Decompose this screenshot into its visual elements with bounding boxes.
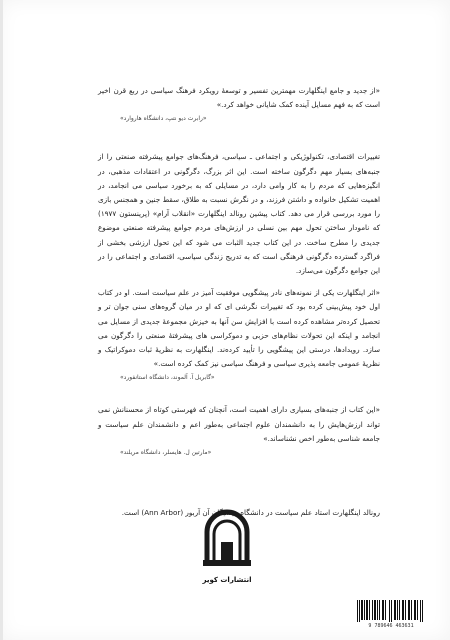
quote-almond-attribution: «گابریل آ. آلموند، دانشگاه استانفورد» — [120, 374, 215, 382]
publisher-name: انتشارات کویر — [202, 576, 252, 584]
cover-text-block — [98, 84, 380, 520]
isbn-number: 9 789646 463631 — [368, 623, 414, 629]
quote-almond: «اثر اینگلهارت یکی از نمونه‌های نادر پیشگویی موفقیت آمیز در علم سیاست است. او در کتاب اول خود پیش‌بینی کرده بود که تغییرات نگرشی ای که او در میان گروه‌های سنی جوان تر و تحصیل کرده‌تر مشاهده کرده است با افزایش سن آنها به خیزش مجموعهٔ جدیدی از مسایل می انجامد و اینکه این تحولات نظام‌های حزبی و دموکراسی های پیشرفتهٔ صنعتی را دگرگون می سازد. رویدادها، درستی این پیشگویی را تأیید کرده‌ند. اینگلهارت به نظریهٔ ثبات دموکراتیک و نظریهٔ عمومی جامعه پذیری سیاسی و فرهنگ سیاسی نیز کمک کرده است.» — [98, 288, 380, 369]
quote-heisler-attribution: «مارتین ل. هایسلر، دانشگاه مریلند» — [120, 449, 212, 457]
quote-heisler: «این کتاب از جنبه‌های بسیاری دارای اهمیت است، آنچنان که فهرستی کوتاه از محسنانش نمی تواند ارزش‌هایش را به دانشمندان علوم اجتماعی به‌طور اعم و دانشمندان علم سیاست و جامعه شناسی به‌طور اخص نشناساند.» — [98, 405, 380, 443]
book-description: تغییرات اقتصادی، تکنولوژیکی و اجتماعی ـ سیاسی، فرهنگ‌های جوامع پیشرفته صنعتی را از جنبه‌های بسیار مهم دگرگون ساخته است. این اثر بزرگ، دگرگونی در اعتقادات مذهبی، در انگیزه‌هایی که مردم را به کار وامی دارد، در مسایلی که به برخورد سیاسی می انجامد، در اهمیت تشکیل خانواده و داشتن فرزند، و در نگرش نسبت به طلاق، سقط جنین و همجنس بازی را مورد بررسی قرار می دهد. کتاب پیشین رونالد اینگلهارت «انقلاب آرام» (پرینستون ۱۹۷۷) که نامودار ساختن تحول مهم بین نسلی در ارزش‌های مردم جوامع پیشرفته صنعتی موضوع جدیدی را مطرح ساخت. در این کتاب جدید الثبات می شود که این تحول ارزشی بخشی از فراگرد گسترده دگرگونی فرهنگی است که به تدریج زندگی سیاسی، اقتصادی و اجتماعی را در این جوامع دگرگون می‌سازد. — [98, 152, 380, 276]
publisher-logo-icon — [197, 494, 257, 574]
quote-putnam-attribution: «رابرت دیو نتپ، دانشگاه هاروارد» — [120, 115, 207, 123]
cover-edge-shadow — [0, 0, 3, 640]
author-note: رونالد اینگلهارت استاد علم سیاست در دانشگاه میشیگان آن آربور (Ann Arbor) است. — [121, 508, 380, 518]
quote-putnam: «از جدید و جامع اینگلهارت مهمترین تفسیر و توسعهٔ رویکرد فرهنگ سیاسی در ربع قرن اخیر است که به فهم مسایل آینده کمک شایانی خواهد کرد.» — [98, 86, 380, 110]
isbn-barcode — [356, 600, 426, 622]
